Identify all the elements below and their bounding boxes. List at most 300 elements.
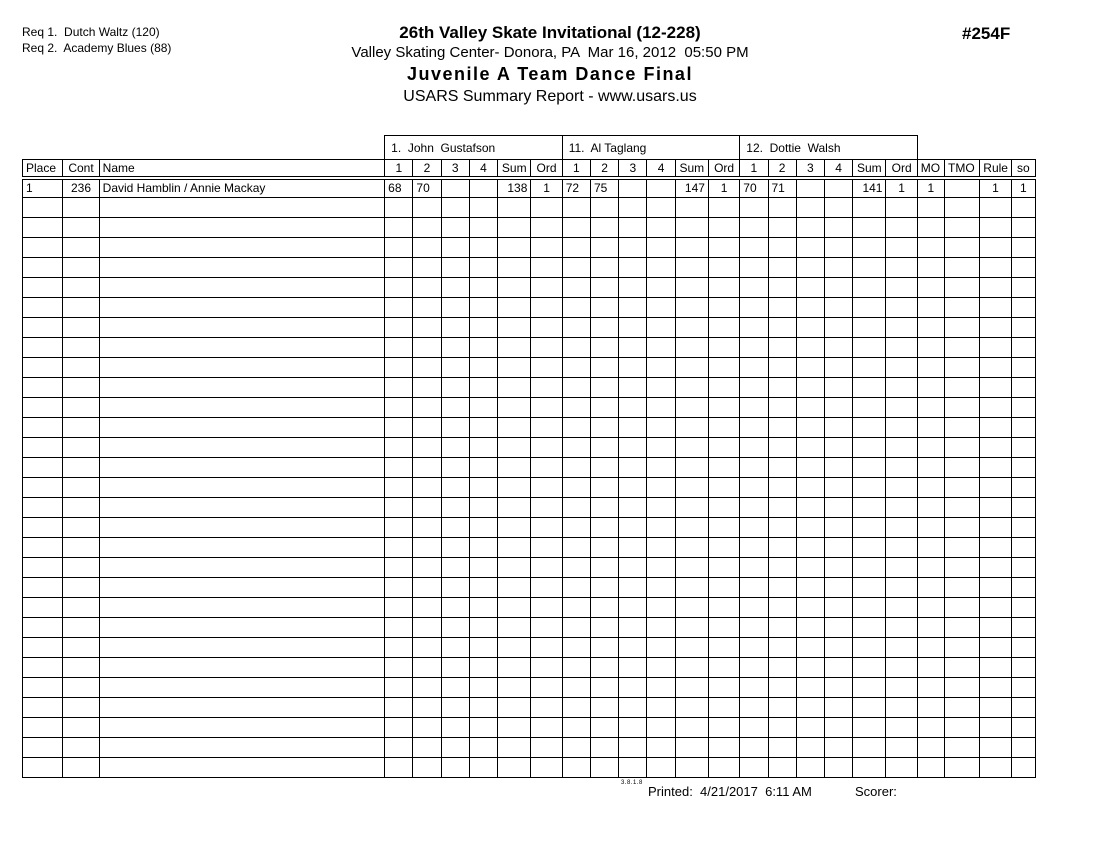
score-cell bbox=[441, 678, 469, 698]
score-cell bbox=[562, 478, 590, 498]
score-cell bbox=[768, 658, 796, 678]
mo-cell bbox=[917, 418, 944, 438]
sum-cell bbox=[675, 278, 708, 298]
score-cell bbox=[413, 758, 441, 778]
score-cell bbox=[740, 698, 768, 718]
score-cell bbox=[413, 258, 441, 278]
so-cell bbox=[1011, 218, 1035, 238]
score-cell bbox=[413, 558, 441, 578]
score-cell bbox=[590, 478, 618, 498]
cont-cell bbox=[63, 218, 99, 238]
score-cell bbox=[619, 518, 647, 538]
score-cell bbox=[562, 218, 590, 238]
score-cell bbox=[413, 518, 441, 538]
ord-cell bbox=[531, 378, 562, 398]
sum-cell bbox=[498, 738, 531, 758]
sum-cell bbox=[675, 258, 708, 278]
cont-cell bbox=[63, 578, 99, 598]
score-cell bbox=[647, 538, 675, 558]
score-cell bbox=[469, 738, 497, 758]
sum-cell bbox=[675, 458, 708, 478]
so-cell bbox=[1011, 438, 1035, 458]
score-cell bbox=[590, 758, 618, 778]
cont-cell bbox=[63, 438, 99, 458]
score-cell bbox=[824, 738, 852, 758]
score-cell bbox=[740, 338, 768, 358]
place-cell bbox=[23, 678, 63, 698]
score-cell bbox=[441, 598, 469, 618]
rule-cell bbox=[980, 498, 1011, 518]
score-cell bbox=[413, 358, 441, 378]
name-cell bbox=[99, 318, 385, 338]
rule-cell bbox=[980, 558, 1011, 578]
sum-cell bbox=[498, 698, 531, 718]
col-header-j2-2: 2 bbox=[590, 160, 618, 178]
place-cell bbox=[23, 518, 63, 538]
table-row bbox=[23, 318, 1036, 338]
score-cell bbox=[824, 318, 852, 338]
ord-cell bbox=[708, 638, 739, 658]
score-cell bbox=[619, 238, 647, 258]
score-cell bbox=[740, 358, 768, 378]
sum-cell bbox=[675, 478, 708, 498]
tmo-cell bbox=[945, 278, 980, 298]
sum-cell bbox=[675, 758, 708, 778]
tmo-cell bbox=[945, 498, 980, 518]
score-cell bbox=[647, 398, 675, 418]
score-cell bbox=[647, 198, 675, 218]
col-header-j2-ord: Ord bbox=[708, 160, 739, 178]
score-cell bbox=[647, 678, 675, 698]
tmo-cell bbox=[945, 518, 980, 538]
score-cell bbox=[768, 618, 796, 638]
score-cell bbox=[562, 538, 590, 558]
mo-cell bbox=[917, 238, 944, 258]
rule-cell bbox=[980, 638, 1011, 658]
score-cell bbox=[413, 478, 441, 498]
score-cell bbox=[768, 738, 796, 758]
score-cell bbox=[413, 658, 441, 678]
rule-cell bbox=[980, 258, 1011, 278]
header-spacer-right bbox=[917, 136, 1035, 160]
sum-cell bbox=[498, 238, 531, 258]
table-row bbox=[23, 298, 1036, 318]
score-cell bbox=[647, 378, 675, 398]
tmo-cell bbox=[945, 538, 980, 558]
score-cell bbox=[647, 598, 675, 618]
score-cell bbox=[740, 518, 768, 538]
score-cell bbox=[562, 618, 590, 638]
name-cell bbox=[99, 578, 385, 598]
cont-cell bbox=[63, 418, 99, 438]
mo-cell bbox=[917, 758, 944, 778]
score-cell bbox=[647, 178, 675, 198]
score-cell bbox=[768, 278, 796, 298]
name-cell bbox=[99, 418, 385, 438]
score-cell bbox=[469, 178, 497, 198]
sum-cell bbox=[675, 658, 708, 678]
so-cell bbox=[1011, 618, 1035, 638]
score-cell bbox=[768, 678, 796, 698]
score-cell bbox=[469, 658, 497, 678]
score-cell bbox=[647, 318, 675, 338]
score-cell bbox=[590, 258, 618, 278]
col-header-j3-2: 2 bbox=[768, 160, 796, 178]
mo-cell bbox=[917, 718, 944, 738]
score-cell bbox=[385, 598, 413, 618]
ord-cell bbox=[886, 478, 917, 498]
ord-cell bbox=[708, 418, 739, 438]
mo-cell bbox=[917, 578, 944, 598]
score-cell bbox=[469, 698, 497, 718]
ord-cell bbox=[708, 478, 739, 498]
place-cell bbox=[23, 618, 63, 638]
ord-cell bbox=[886, 538, 917, 558]
score-cell: 70 bbox=[740, 178, 768, 198]
score-cell bbox=[590, 338, 618, 358]
so-cell bbox=[1011, 358, 1035, 378]
score-cell bbox=[740, 238, 768, 258]
so-cell bbox=[1011, 598, 1035, 618]
ord-cell bbox=[708, 318, 739, 338]
ord-cell bbox=[531, 338, 562, 358]
cont-cell bbox=[63, 598, 99, 618]
rule-cell bbox=[980, 438, 1011, 458]
score-cell bbox=[768, 698, 796, 718]
sum-cell bbox=[853, 538, 886, 558]
cont-cell bbox=[63, 558, 99, 578]
score-cell bbox=[441, 178, 469, 198]
mo-cell bbox=[917, 278, 944, 298]
judge-2-name: 11. Al Taglang bbox=[562, 136, 740, 160]
score-cell bbox=[647, 418, 675, 438]
score-cell bbox=[768, 258, 796, 278]
score-cell bbox=[562, 558, 590, 578]
name-cell bbox=[99, 738, 385, 758]
rule-cell bbox=[980, 478, 1011, 498]
score-cell bbox=[824, 578, 852, 598]
score-cell bbox=[647, 518, 675, 538]
sum-cell bbox=[675, 558, 708, 578]
score-cell bbox=[647, 338, 675, 358]
name-cell bbox=[99, 358, 385, 378]
name-cell bbox=[99, 338, 385, 358]
score-cell bbox=[441, 478, 469, 498]
so-cell bbox=[1011, 478, 1035, 498]
tmo-cell bbox=[945, 558, 980, 578]
score-cell bbox=[796, 198, 824, 218]
mo-cell bbox=[917, 398, 944, 418]
rule-cell bbox=[980, 198, 1011, 218]
score-cell bbox=[740, 258, 768, 278]
score-cell bbox=[469, 318, 497, 338]
mo-cell bbox=[917, 318, 944, 338]
score-cell bbox=[647, 458, 675, 478]
rule-cell bbox=[980, 398, 1011, 418]
score-cell bbox=[413, 378, 441, 398]
mo-cell bbox=[917, 618, 944, 638]
so-cell bbox=[1011, 238, 1035, 258]
score-cell bbox=[385, 658, 413, 678]
cont-cell bbox=[63, 198, 99, 218]
so-cell bbox=[1011, 498, 1035, 518]
score-cell bbox=[647, 238, 675, 258]
name-cell bbox=[99, 558, 385, 578]
ord-cell bbox=[708, 298, 739, 318]
score-cell bbox=[824, 518, 852, 538]
name-cell bbox=[99, 618, 385, 638]
sum-cell: 147 bbox=[675, 178, 708, 198]
score-cell bbox=[590, 718, 618, 738]
score-cell bbox=[562, 278, 590, 298]
score-cell bbox=[469, 538, 497, 558]
sum-cell bbox=[498, 638, 531, 658]
table-row bbox=[23, 518, 1036, 538]
score-cell bbox=[619, 218, 647, 238]
name-cell bbox=[99, 458, 385, 478]
score-cell bbox=[562, 458, 590, 478]
score-cell bbox=[619, 338, 647, 358]
score-cell bbox=[562, 418, 590, 438]
sum-cell bbox=[853, 338, 886, 358]
judge-3-name: 12. Dottie Walsh bbox=[740, 136, 918, 160]
mo-cell bbox=[917, 198, 944, 218]
score-cell bbox=[824, 338, 852, 358]
score-cell bbox=[619, 618, 647, 638]
score-cell bbox=[385, 538, 413, 558]
tmo-cell bbox=[945, 258, 980, 278]
cont-cell bbox=[63, 398, 99, 418]
score-cell bbox=[413, 618, 441, 638]
score-cell bbox=[796, 438, 824, 458]
col-header-so: so bbox=[1011, 160, 1035, 178]
name-cell bbox=[99, 518, 385, 538]
score-cell bbox=[385, 378, 413, 398]
place-cell: 1 bbox=[23, 178, 63, 198]
table-row bbox=[23, 478, 1036, 498]
col-header-j3-4: 4 bbox=[824, 160, 852, 178]
tmo-cell bbox=[945, 618, 980, 638]
ord-cell bbox=[531, 398, 562, 418]
score-cell bbox=[824, 438, 852, 458]
ord-cell bbox=[531, 298, 562, 318]
score-cell bbox=[562, 238, 590, 258]
score-cell bbox=[768, 518, 796, 538]
tmo-cell bbox=[945, 458, 980, 478]
sum-cell bbox=[675, 218, 708, 238]
score-cell bbox=[385, 718, 413, 738]
score-cell bbox=[619, 398, 647, 418]
score-cell bbox=[562, 258, 590, 278]
place-cell bbox=[23, 498, 63, 518]
score-cell bbox=[768, 358, 796, 378]
sum-cell bbox=[498, 438, 531, 458]
table-row bbox=[23, 458, 1036, 478]
ord-cell bbox=[531, 258, 562, 278]
place-cell bbox=[23, 358, 63, 378]
score-cell bbox=[796, 638, 824, 658]
name-cell bbox=[99, 718, 385, 738]
name-cell bbox=[99, 598, 385, 618]
sum-cell bbox=[498, 658, 531, 678]
place-cell bbox=[23, 278, 63, 298]
place-cell bbox=[23, 698, 63, 718]
rule-cell bbox=[980, 598, 1011, 618]
score-cell bbox=[796, 538, 824, 558]
so-cell bbox=[1011, 378, 1035, 398]
score-cell bbox=[441, 258, 469, 278]
score-cell bbox=[590, 238, 618, 258]
col-header-j1-1: 1 bbox=[385, 160, 413, 178]
sum-cell bbox=[853, 758, 886, 778]
score-cell bbox=[824, 498, 852, 518]
score-cell bbox=[590, 198, 618, 218]
score-cell bbox=[824, 638, 852, 658]
score-cell bbox=[824, 718, 852, 738]
cont-cell bbox=[63, 498, 99, 518]
col-header-tmo: TMO bbox=[945, 160, 980, 178]
table-row bbox=[23, 198, 1036, 218]
score-cell bbox=[590, 638, 618, 658]
sum-cell bbox=[675, 418, 708, 438]
rule-cell bbox=[980, 218, 1011, 238]
ord-cell bbox=[531, 418, 562, 438]
score-cell bbox=[590, 278, 618, 298]
score-cell bbox=[768, 218, 796, 238]
table-row bbox=[23, 338, 1036, 358]
score-cell bbox=[590, 658, 618, 678]
ord-cell bbox=[708, 258, 739, 278]
score-cell bbox=[647, 358, 675, 378]
table-row bbox=[23, 618, 1036, 638]
ord-cell bbox=[886, 438, 917, 458]
mo-cell bbox=[917, 458, 944, 478]
score-cell bbox=[796, 598, 824, 618]
ord-cell bbox=[708, 618, 739, 638]
name-cell bbox=[99, 438, 385, 458]
score-cell bbox=[740, 658, 768, 678]
ord-cell bbox=[708, 698, 739, 718]
sum-cell bbox=[675, 318, 708, 338]
place-cell bbox=[23, 398, 63, 418]
place-cell bbox=[23, 658, 63, 678]
sum-cell bbox=[675, 358, 708, 378]
score-cell bbox=[469, 598, 497, 618]
cont-cell: 236 bbox=[63, 178, 99, 198]
score-cell bbox=[385, 258, 413, 278]
so-cell bbox=[1011, 758, 1035, 778]
sum-cell bbox=[853, 598, 886, 618]
division-title: Juvenile A Team Dance Final bbox=[407, 64, 693, 84]
col-header-name: Name bbox=[99, 160, 385, 178]
sum-cell bbox=[675, 618, 708, 638]
score-cell bbox=[385, 698, 413, 718]
col-header-place: Place bbox=[23, 160, 63, 178]
ord-cell bbox=[708, 718, 739, 738]
rule-cell bbox=[980, 378, 1011, 398]
tmo-cell bbox=[945, 738, 980, 758]
score-cell bbox=[562, 198, 590, 218]
ord-cell bbox=[531, 738, 562, 758]
mo-cell bbox=[917, 678, 944, 698]
score-cell bbox=[768, 718, 796, 738]
name-cell bbox=[99, 198, 385, 218]
sheet-number: #254F bbox=[962, 24, 1011, 43]
score-cell bbox=[590, 598, 618, 618]
score-cell bbox=[768, 378, 796, 398]
score-cell bbox=[441, 698, 469, 718]
ord-cell bbox=[708, 578, 739, 598]
req-line-1: Req 1. Dutch Waltz (120) bbox=[22, 25, 160, 39]
score-cell bbox=[413, 578, 441, 598]
ord-cell bbox=[886, 618, 917, 638]
so-cell bbox=[1011, 278, 1035, 298]
score-cell bbox=[796, 238, 824, 258]
ord-cell bbox=[531, 318, 562, 338]
score-cell bbox=[740, 378, 768, 398]
col-header-j3-ord: Ord bbox=[886, 160, 917, 178]
score-cell bbox=[385, 218, 413, 238]
ord-cell bbox=[531, 198, 562, 218]
sum-cell bbox=[853, 658, 886, 678]
table-row bbox=[23, 698, 1036, 718]
ord-cell bbox=[531, 698, 562, 718]
score-cell bbox=[647, 258, 675, 278]
ord-cell bbox=[531, 518, 562, 538]
score-cell bbox=[385, 278, 413, 298]
ord-cell bbox=[708, 678, 739, 698]
tmo-cell bbox=[945, 638, 980, 658]
ord-cell bbox=[886, 698, 917, 718]
score-cell bbox=[562, 638, 590, 658]
score-cell bbox=[562, 578, 590, 598]
mo-cell bbox=[917, 298, 944, 318]
score-cell bbox=[590, 458, 618, 478]
score-cell bbox=[562, 438, 590, 458]
score-cell bbox=[385, 618, 413, 638]
col-header-j3-1: 1 bbox=[740, 160, 768, 178]
score-cell bbox=[647, 718, 675, 738]
tmo-cell bbox=[945, 238, 980, 258]
score-cell bbox=[590, 578, 618, 598]
score-cell bbox=[441, 518, 469, 538]
sum-cell bbox=[498, 478, 531, 498]
score-cell bbox=[796, 338, 824, 358]
rule-cell bbox=[980, 318, 1011, 338]
score-cell bbox=[413, 498, 441, 518]
rule-cell bbox=[980, 518, 1011, 538]
sum-cell bbox=[498, 558, 531, 578]
cont-cell bbox=[63, 258, 99, 278]
score-cell bbox=[385, 738, 413, 758]
table-row bbox=[23, 758, 1036, 778]
score-cell bbox=[740, 498, 768, 518]
name-cell bbox=[99, 378, 385, 398]
sum-cell bbox=[498, 518, 531, 538]
score-cell bbox=[619, 658, 647, 678]
so-cell bbox=[1011, 698, 1035, 718]
place-cell bbox=[23, 598, 63, 618]
score-cell bbox=[619, 638, 647, 658]
score-cell bbox=[469, 418, 497, 438]
score-cell bbox=[590, 358, 618, 378]
tmo-cell bbox=[945, 298, 980, 318]
place-cell bbox=[23, 558, 63, 578]
ord-cell bbox=[886, 458, 917, 478]
cont-cell bbox=[63, 338, 99, 358]
sum-cell bbox=[498, 218, 531, 238]
col-header-j1-3: 3 bbox=[441, 160, 469, 178]
